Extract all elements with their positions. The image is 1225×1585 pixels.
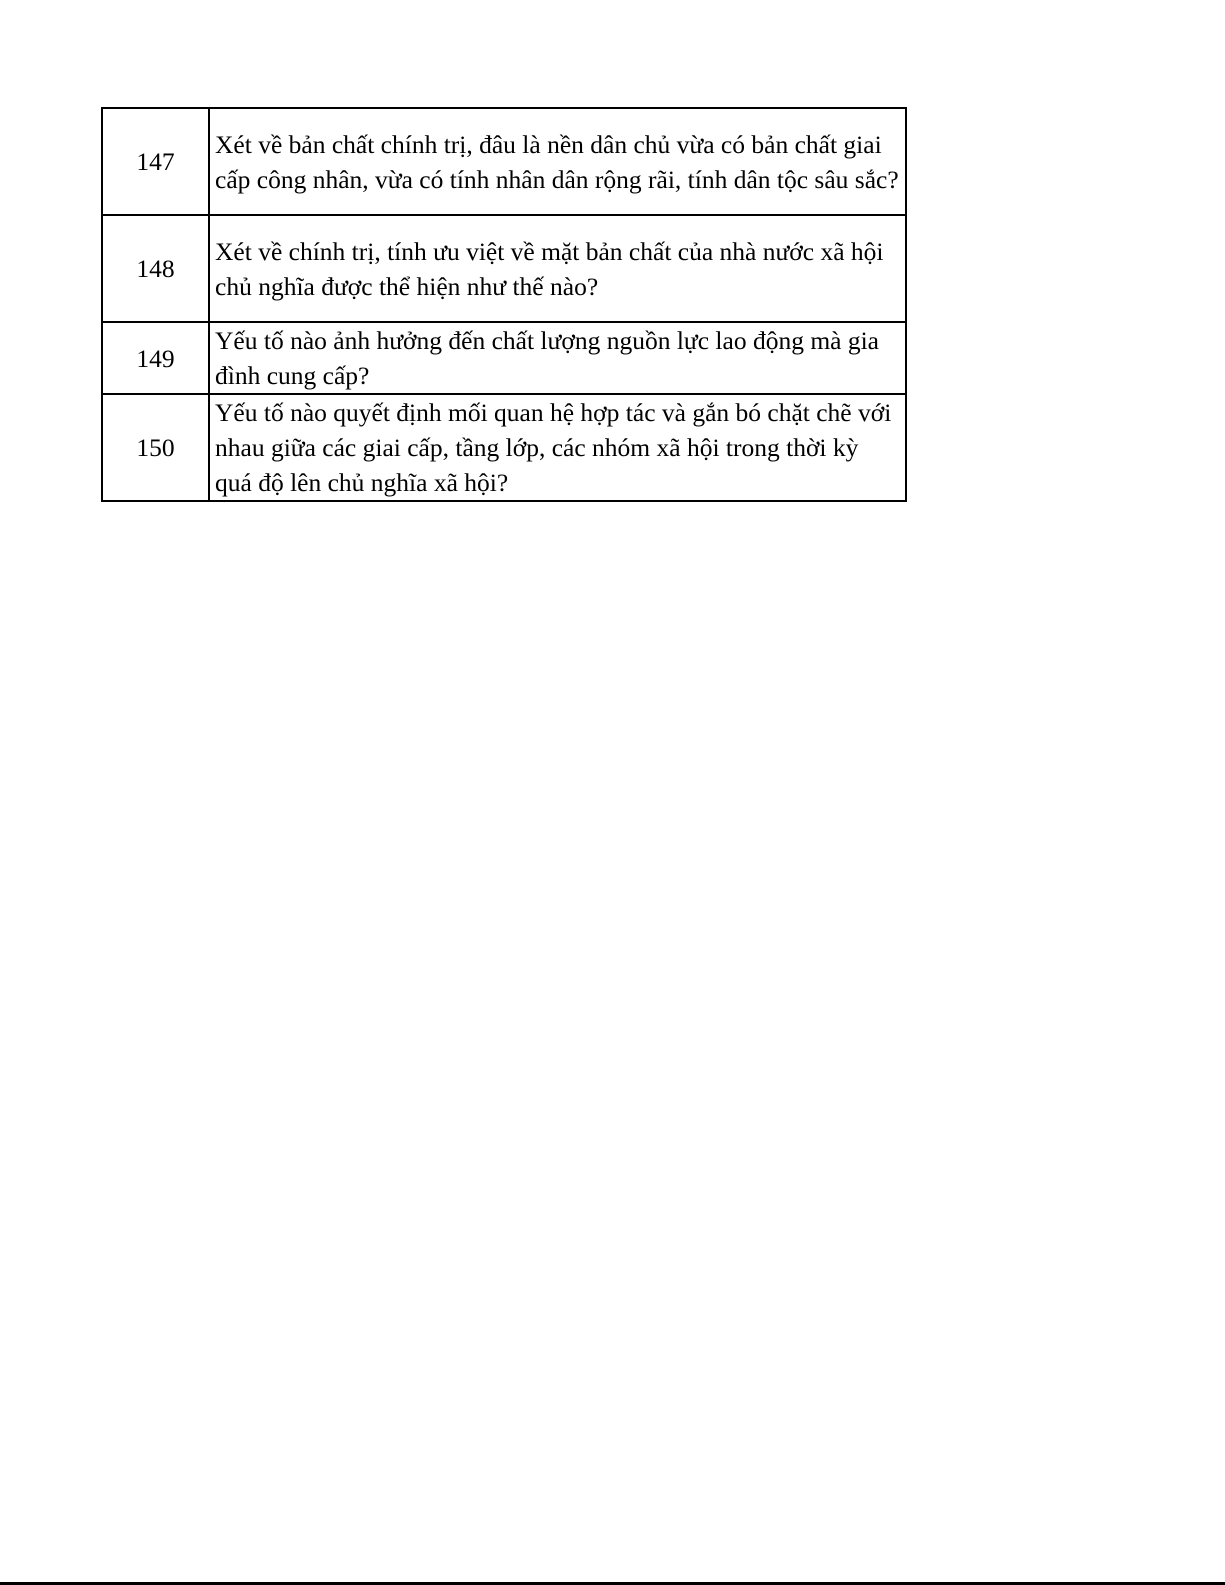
question-table xyxy=(101,107,907,502)
question-number: 147 xyxy=(102,108,209,215)
question-number: 149 xyxy=(102,322,209,394)
question-text: Yếu tố nào quyết định mối quan hệ hợp tác và gắn bó chặt chẽ với nhau giữa các giai cấp, tầng lớp, các nhóm xã hội trong thời kỳ quá độ lên chủ nghĩa xã hội? xyxy=(209,394,906,501)
question-number: 150 xyxy=(102,394,209,501)
question-number: 148 xyxy=(102,215,209,322)
table-row xyxy=(102,108,906,215)
table-row xyxy=(102,322,906,394)
question-text: Yếu tố nào ảnh hưởng đến chất lượng nguồn lực lao động mà gia đình cung cấp? xyxy=(209,322,906,394)
question-text: Xét về bản chất chính trị, đâu là nền dân chủ vừa có bản chất giai cấp công nhân, vừa có tính nhân dân rộng rãi, tính dân tộc sâu sắc? xyxy=(209,108,906,215)
question-text: Xét về chính trị, tính ưu việt về mặt bản chất của nhà nước xã hội chủ nghĩa được thể hiện như thế nào? xyxy=(209,215,906,322)
table-row xyxy=(102,215,906,322)
table-row xyxy=(102,394,906,501)
